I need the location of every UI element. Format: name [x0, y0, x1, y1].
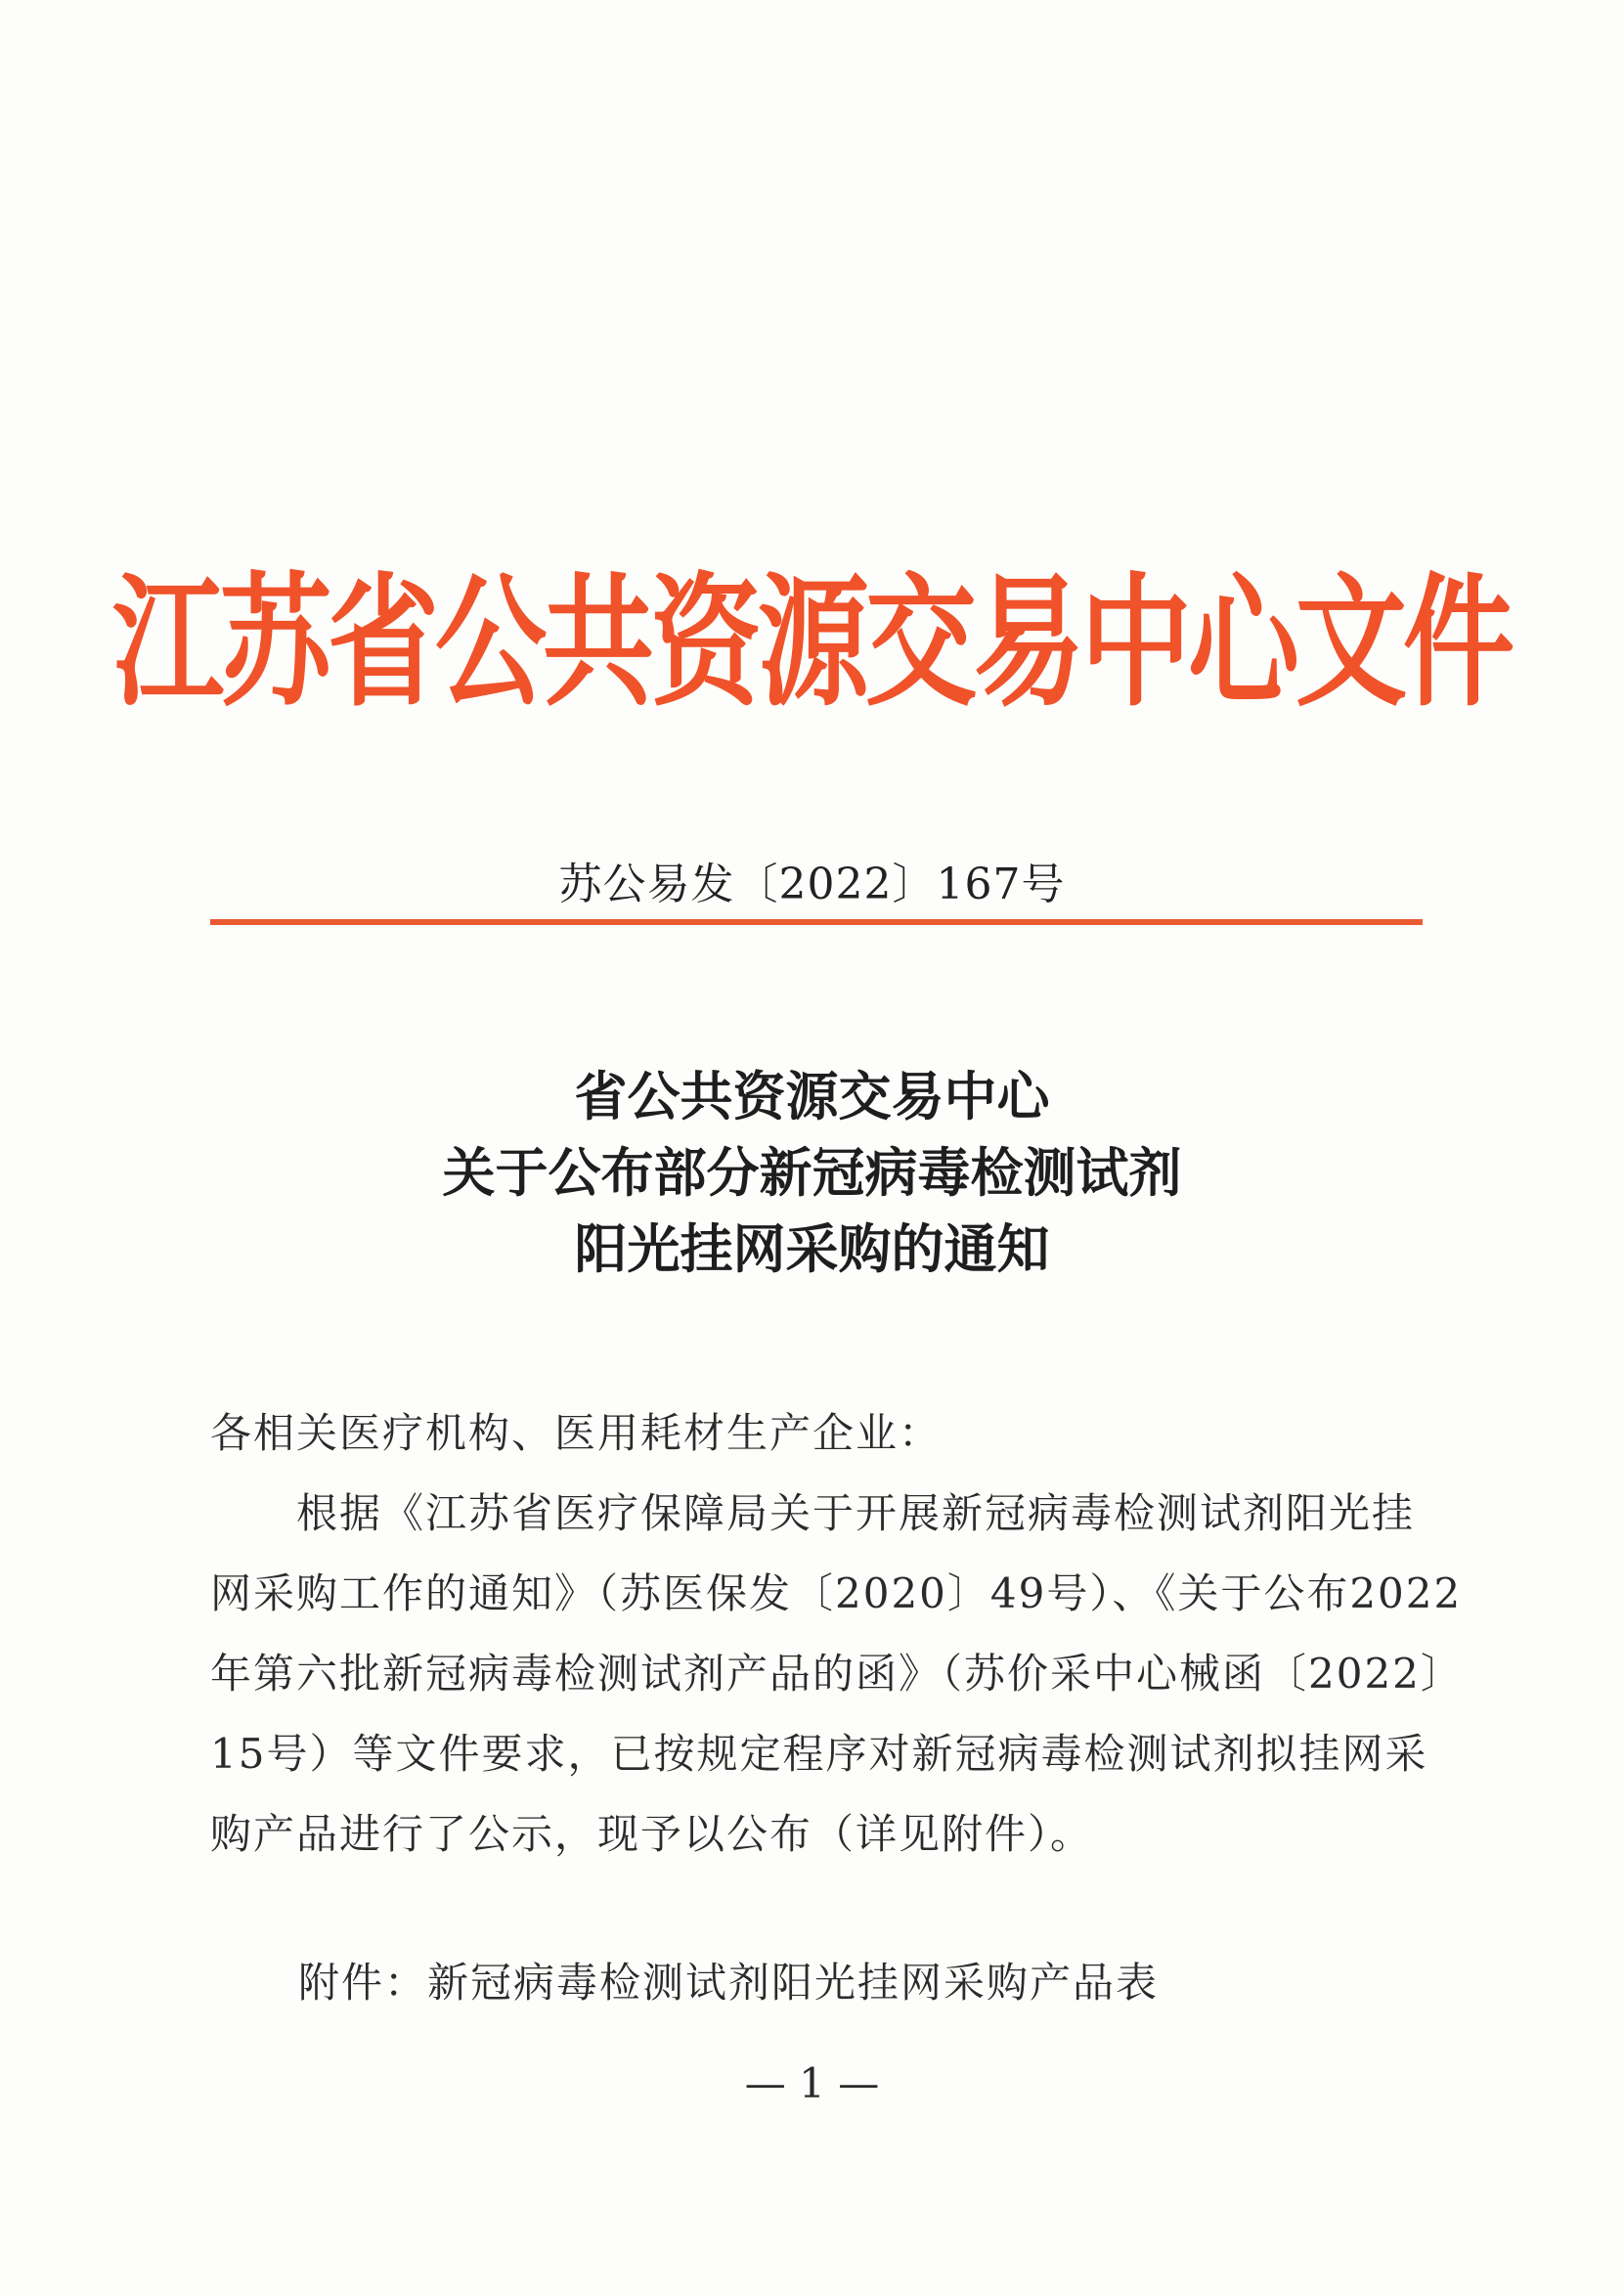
document-number: 苏公易发〔2022〕167号 [558, 860, 1066, 909]
salutation: 各相关医疗机构、医用耗材生产企业： [210, 1409, 943, 1457]
title-line-1: 省公共资源交易中心 [574, 1065, 1050, 1127]
notice-title [0, 1058, 1624, 1287]
attachment-line: 附件：新冠病毒检测试剂阳光挂网采购产品表 [298, 1959, 1160, 2007]
red-divider-rule [210, 919, 1423, 925]
page-number: — 1 — [744, 2059, 880, 2107]
title-line-3: 阳光挂网采购的通知 [574, 1217, 1050, 1280]
paragraph-line: 年第六批新冠病毒检测试剂产品的函》（苏价采中心械函〔2022〕 [210, 1650, 1464, 1698]
paragraph-line: 网采购工作的通知》（苏医保发〔2020〕49号）、《关于公布2022 [210, 1569, 1463, 1617]
paragraph-line: 15号）等文件要求，已按规定程序对新冠病毒检测试剂拟挂网采 [210, 1730, 1428, 1778]
masthead-title: 江苏省公共资源交易中心文件 [112, 559, 1512, 727]
notice-body [210, 1393, 1464, 1875]
title-line-2: 关于公布部分新冠病毒检测试剂 [442, 1141, 1182, 1204]
paragraph-line: 根据《江苏省医疗保障局关于开展新冠病毒检测试剂阳光挂 [210, 1489, 1416, 1537]
paragraph-line: 购产品进行了公示，现予以公布（详见附件）。 [210, 1810, 1094, 1858]
